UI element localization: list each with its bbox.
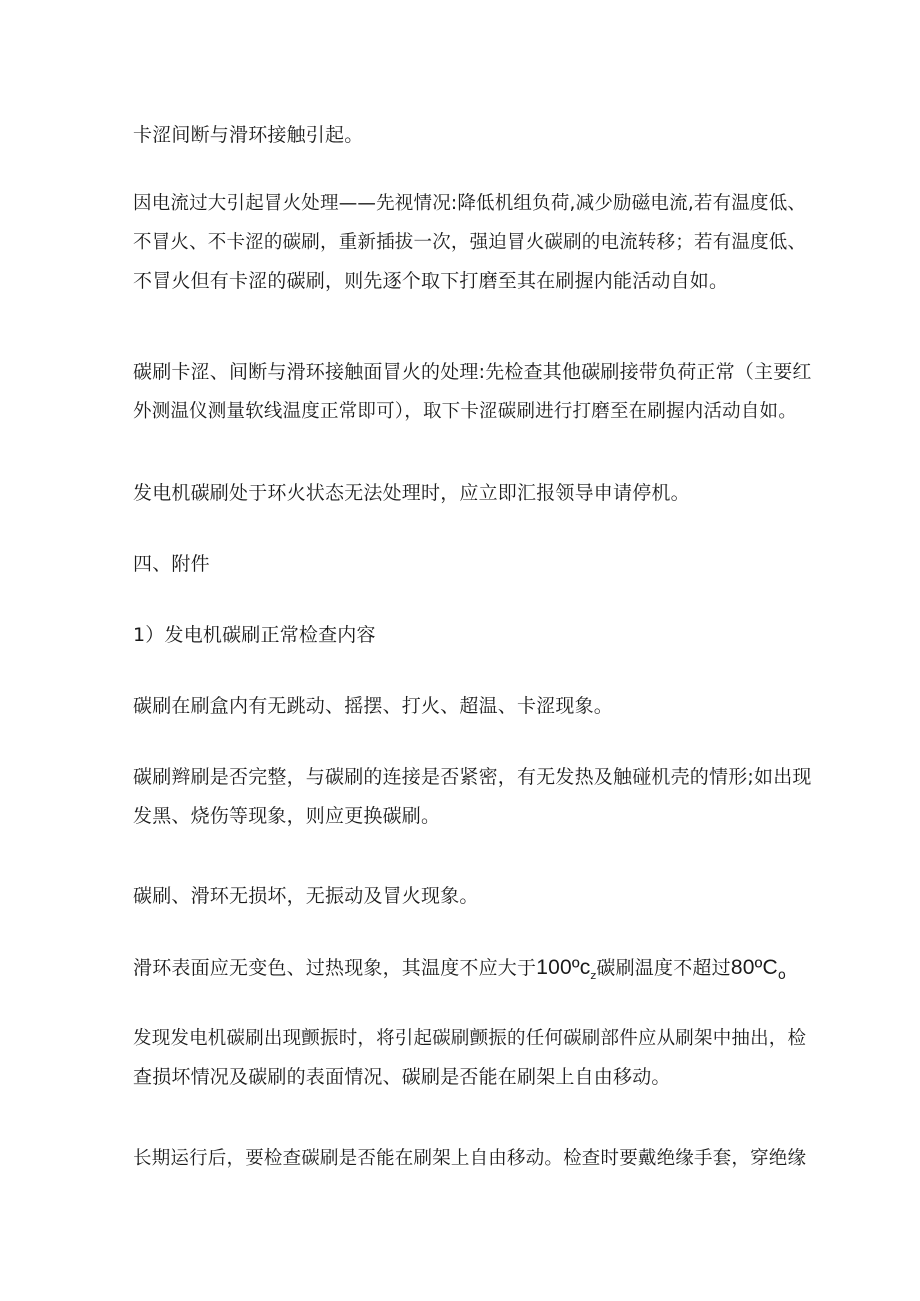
text-line: 碳刷辫刷是否完整，与碳刷的连接是否紧密，有无发热及触碰机壳的情形;如出现 [133,766,812,788]
paragraph-brush-box-check [133,687,808,726]
text-line: 碳刷、滑环无损坏，无振动及冒火现象。 [133,885,479,907]
text-line: 碳刷卡涩、间断与滑环接触面冒火的处理:先检查其他碳刷接带负荷正常（主要红 [133,361,812,383]
text-line: 外测温仪测量软线温度正常即可），取下卡涩碳刷进行打磨至在刷握内活动自如。 [133,401,797,422]
temperature-value-ring: 100ºc [536,956,591,979]
text-line: 发现发电机碳刷出现颤振时，将引起碳刷颤振的任何碳刷部件应从刷架中抽出，检 [133,1028,807,1049]
subscript-mark: o [777,967,786,983]
text-line: 碳刷在刷盒内有无跳动、摇摆、打火、超温、卡涩现象。 [133,695,614,717]
paragraph-long-term-check [133,1139,808,1178]
paragraph-ring-fire-shutdown [133,474,808,513]
text-segment: 碳刷温度不超过 [596,957,731,979]
paragraph-temperature-limits [133,948,808,995]
text-segment: 滑环表面应无变色、过热现象，其温度不应大于 [133,957,537,979]
paragraph-brush-chatter [133,1019,808,1097]
text-line: 发电机碳刷处于环火状态无法处理时，应立即汇报领导申请停机。 [133,482,690,504]
paragraph-brush-stuck-cause [133,116,808,155]
subheading-normal-inspection [133,616,808,655]
text-line: 1）发电机碳刷正常检查内容 [133,624,376,646]
text-line: 长期运行后，要检查碳刷是否能在刷架上自由移动。检查时要戴绝缘手套，穿绝缘 [133,1148,807,1169]
text-line: 不冒火但有卡涩的碳刷，则先逐个取下打磨至其在刷握内能活动自如。 [133,270,729,292]
text-line: 四、附件 [133,553,210,575]
text-line: 不冒火、不卡涩的碳刷，重新插拔一次，强迫冒火碳刷的电流转移；若有温度低、 [133,232,807,253]
paragraph-slip-ring-damage [133,877,808,916]
text-line: 查损坏情况及碳刷的表面情况、碳刷是否能在刷架上自由移动。 [133,1066,671,1088]
paragraph-pigtail-check [133,758,812,836]
text-line: 卡涩间断与滑环接触引起。 [133,124,364,146]
section-heading-attachments [133,545,808,584]
paragraph-overcurrent-sparking [133,184,808,301]
subscript-mark: z [590,968,597,982]
temperature-value-brush: 80ºC [730,956,778,979]
paragraph-stuck-brush-handling [133,353,812,431]
text-line: 发黑、烧伤等现象，则应更换碳刷。 [133,805,441,827]
text-line [133,948,808,995]
text-line: 因电流过大引起冒火处理——先视情况:降低机组负荷,减少励磁电流,若有温度低、 [133,193,807,214]
